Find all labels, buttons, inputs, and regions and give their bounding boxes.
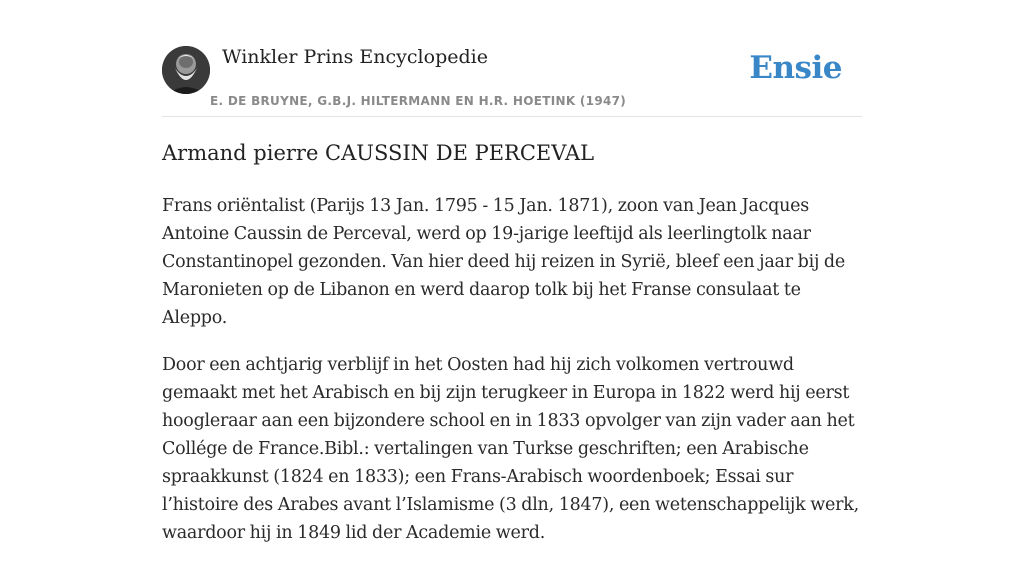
article-paragraph: Door een achtjarig verblijf in het Oosten had hij zich volkomen vertrouwd gemaakt met het Arabisch en bij zijn terugkeer in Europa in 1822 werd hij eerst hoogleraar aan een bijzondere school en in 1833 opvolger van zijn vader aan het Collége de France.Bibl.: vertalingen van Turkse geschriften; een Arabische spraakkunst (1824 en 1833); een Frans-Arabisch woordenboek; Essai sur l’histoire des Arabes avant l’Islamisme (3 dln, 1847), een wetenschappelijk werk, waardoor hij in 1849 lid der Academie werd. (162, 355, 859, 543)
author-portrait-icon (162, 46, 210, 94)
brand-logo-link[interactable]: Ensie (749, 50, 842, 86)
article-paragraph: Frans oriëntalist (Parijs 13 Jan. 1795 - 15 Jan. 1871), zoon van Jean Jacques Antoine Caussin de Perceval, werd op 19-jarige leeftijd als leerlingtolk naar Constantinopel gezonden. Van hier deed hij reizen in Syrië, bleef een jaar bij de Maronieten op de Libanon en werd daarop tolk bij het Franse consulaat te Aleppo. (162, 196, 845, 328)
site-header (162, 0, 862, 117)
authors-credit: E. DE BRUYNE, G.B.J. HILTERMANN EN H.R. HOETINK (1947) (210, 94, 627, 108)
article-body (162, 192, 862, 566)
page-container (162, 0, 862, 543)
article-title: Armand pierre CAUSSIN DE PERCEVAL (162, 141, 595, 165)
site-title[interactable]: Winkler Prins Encyclopedie (222, 46, 488, 68)
